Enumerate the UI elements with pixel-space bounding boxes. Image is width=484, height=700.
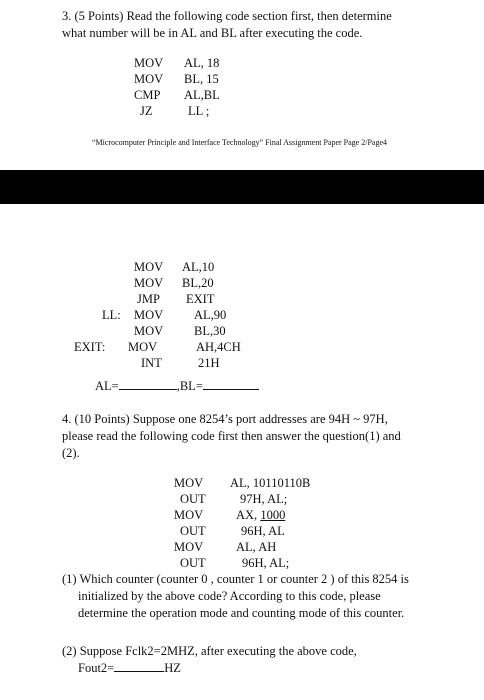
answer-bl-blank [203, 378, 259, 390]
page-top-fragment [0, 0, 484, 170]
code-arg: 96H, AL; [242, 556, 290, 570]
code-arg: 97H, AL; [240, 492, 288, 506]
answer-al-label: AL= [95, 379, 119, 393]
code-op: OUT [180, 556, 206, 570]
code-arg: BL, 15 [184, 72, 219, 86]
code-arg: 96H, AL [241, 524, 285, 538]
q4-sub2-line1: (2) Suppose Fclk2=2MHZ, after executing the above code, [62, 644, 357, 658]
code-op: OUT [180, 524, 206, 538]
code-label: EXIT: [74, 340, 106, 354]
q4-sub1-line1: (1) Which counter (counter 0 , counter 1 or counter 2 ) of this 8254 is [62, 572, 409, 586]
code-arg: AL,BL [184, 88, 220, 102]
code-arg: 21H [198, 356, 220, 370]
code-op: MOV [174, 508, 204, 522]
code-op: JMP [137, 292, 160, 306]
q4-sub1-line3: determine the operation mode and counting mode of this counter. [78, 606, 405, 620]
q4-prompt-line2: please read the following code first then answer the question(1) and [62, 429, 401, 443]
code-op: CMP [134, 88, 161, 102]
code-op: JZ [140, 104, 153, 118]
fout-blank [114, 660, 164, 672]
q4-sub1-line2: initialized by the above code? According to this code, please [78, 589, 381, 603]
q3-prompt-line1: 3. (5 Points) Read the following code section first, then determine [62, 9, 392, 23]
code-op: MOV [174, 540, 204, 554]
code-arg: LL ; [188, 104, 210, 118]
code-arg: AX, 1000 [236, 508, 286, 522]
code-arg: AH,4CH [196, 340, 241, 354]
q3-answer-line [95, 378, 259, 395]
code-arg: AL, AH [236, 540, 277, 554]
code-label: LL: [102, 308, 121, 322]
code-arg: AL, 10110110B [230, 476, 311, 490]
code-arg: BL,30 [194, 324, 226, 338]
q4-prompt-line1: 4. (10 Points) Suppose one 8254’s port addresses are 94H ~ 97H, [62, 412, 388, 426]
code-arg: EXIT [186, 292, 215, 306]
answer-bl-label: ,BL= [176, 379, 203, 393]
underlined-value: 1000 [260, 508, 286, 522]
page-gap-divider [0, 170, 484, 204]
code-op: MOV [134, 276, 164, 290]
code-op: INT [141, 356, 162, 370]
code-arg: AL, 18 [184, 56, 220, 70]
q4-sub2-answer-line [78, 660, 181, 677]
page-footer: “Microcomputer Principle and Interface Technology” Final Assignment Paper Page 2/Page4 [92, 138, 387, 147]
page-bottom-fragment [0, 204, 484, 700]
code-op: OUT [180, 492, 206, 506]
code-arg: AL,90 [194, 308, 227, 322]
code-op: MOV [134, 324, 164, 338]
q4-prompt-line3: (2). [62, 446, 80, 460]
q3-prompt-line2: what number will be in AL and BL after executing the code. [62, 26, 363, 40]
code-op: MOV [134, 56, 164, 70]
answer-al-blank [119, 378, 177, 390]
code-op: MOV [134, 308, 164, 322]
code-op: MOV [134, 72, 164, 86]
fout-label: Fout2= [78, 661, 115, 675]
code-op: MOV [134, 260, 164, 274]
code-op: MOV [174, 476, 204, 490]
fout-unit: HZ [164, 661, 181, 675]
code-op: MOV [128, 340, 158, 354]
code-arg: AL,10 [182, 260, 215, 274]
code-arg: BL,20 [182, 276, 214, 290]
